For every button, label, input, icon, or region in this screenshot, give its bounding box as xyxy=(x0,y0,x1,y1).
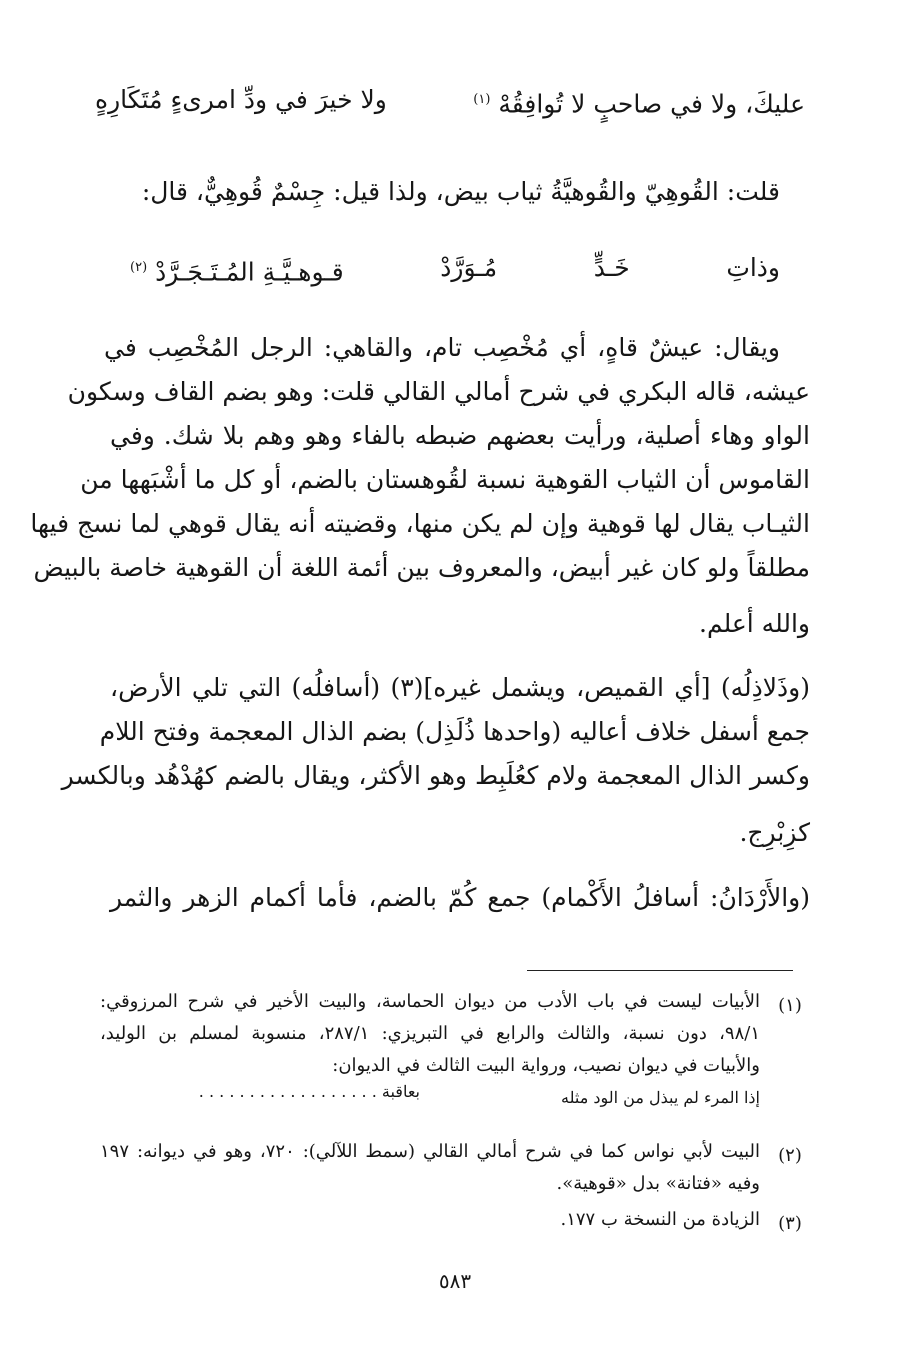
verse-1-second-text: عليكَ، ولا في صاحبٍ لا تُوافِقُهْ xyxy=(498,89,805,119)
footnote-1-number: (١) xyxy=(778,995,802,1016)
footnote-1-verse-second: بعاقبة . . . . . . . . . . . . . . . . . . xyxy=(198,1082,420,1101)
footnote-1-line-3: والأبيات في ديوان نصيب، ورواية البيت الثالث في الديوان: xyxy=(332,1055,760,1076)
footnote-2-number: (٢) xyxy=(778,1145,802,1166)
footnote-ref-2: (٢) xyxy=(130,260,148,275)
footnote-2-line-2: وفيه «فتانة» بدل «قوهية». xyxy=(556,1173,760,1194)
paragraph-1-line-3: الواو وهاء أصلية، ورأيت بعضهم ضبطه بالفاء وهو وهم بلا شك. وفي xyxy=(110,421,810,450)
paragraph-2-line-4: كزِبْرِج. xyxy=(739,818,810,847)
footnote-1-verse xyxy=(100,1082,760,1114)
paragraph-1-line-2: عيشه، قاله البكري في شرح أمالي القالي قلت: وهو بضم القاف وسكون xyxy=(67,377,810,406)
paragraph-1-line-1: ويقال: عيشٌ قاهٍ، أي مُخْصِب تام، والقاهي: الرجل المُخْصِب في xyxy=(104,333,780,362)
verse-1 xyxy=(95,80,805,124)
verse-2-word-4-text: قـوهـيَّـةِ المُـتَـجَـرَّدْ xyxy=(155,257,344,287)
footnote-1-line-1: الأبيات ليست في باب الأدب من ديوان الحماسة، والبيت الأخير في شرح المرزوقي: xyxy=(100,991,760,1012)
footnote-2-line-1: البيت لأبي نواس كما في شرح أمالي القالي (سمط اللآلي): ٧٢٠، وهو في ديوانه: ١٩٧ xyxy=(100,1141,761,1162)
verse-1-second-hemistich xyxy=(473,80,805,124)
footnote-1-verse-first: إذا المرء لم يبذل من الود مثله xyxy=(560,1088,760,1107)
intro-line: قلت: القُوهِيّ والقُوهيَّةُ ثياب بيض، ولذا قيل: جِسْمٌ قُوهِيٌّ، قال: xyxy=(141,177,780,206)
paragraph-1-line-5: الثيـاب يقال لها قوهية وإن لم يكن منها، وقضيته أنه يقال قوهي لما نسج فيها xyxy=(30,509,810,538)
verse-2-word-2: خَـدٍّ xyxy=(593,253,630,282)
footnote-3-number: (٣) xyxy=(778,1213,802,1234)
paragraph-3-line-1: (والأَرْدَانُ: أسافلُ الأَكْمام) جمع كُمّ بالضم، فأما أكمام الزهر والثمر xyxy=(110,883,810,912)
verse-2-word-3: مُـوَرَّدْ xyxy=(440,253,498,282)
paragraph-2-line-3: وكسر الذال المعجمة ولام كعُلَبِط وهو الأكثر، ويقال بالضم كهُدْهُد وبالكسر xyxy=(61,761,810,790)
footnote-ref-1: (١) xyxy=(473,92,491,107)
paragraph-2-line-1: (وذَلاذِلُه) [أي القميص، ويشمل غيره](٣) (أسافلُه) التي تلي الأرض، xyxy=(110,673,810,702)
paragraph-2-line-2: جمع أسفل خلاف أعاليه (واحدها ذُلَذِل) بضم الذال المعجمة وفتح اللام xyxy=(99,717,810,746)
footnote-separator xyxy=(527,970,793,971)
verse-1-first-hemistich: ولا خيرَ في ودِّ امرىءٍ مُتَكَارِهٍ xyxy=(95,85,387,114)
verse-2 xyxy=(130,248,780,292)
footnote-3-line-1: الزيادة من النسخة ب ١٧٧. xyxy=(560,1209,760,1230)
verse-2-word-4 xyxy=(130,248,344,292)
paragraph-1-line-6: مطلقاً ولو كان غير أبيض، والمعروف بين أئمة اللغة أن القوهية خاصة بالبيض xyxy=(33,553,810,582)
page-number: ٥٨٣ xyxy=(438,1269,472,1293)
paragraph-1-line-4: القاموس أن الثياب القوهية نسبة لقُوهستان بالضم، أو كل ما أشْبَهها من xyxy=(80,465,810,494)
footnote-1-line-2: ٩٨/١، دون نسبة، والثالث والرابع في التبريزي: ٢٨٧/١، منسوبة لمسلم بن الوليد، xyxy=(100,1023,760,1044)
paragraph-1-line-7: والله أعلم. xyxy=(699,609,810,638)
verse-2-word-1: وذاتِ xyxy=(726,253,780,282)
